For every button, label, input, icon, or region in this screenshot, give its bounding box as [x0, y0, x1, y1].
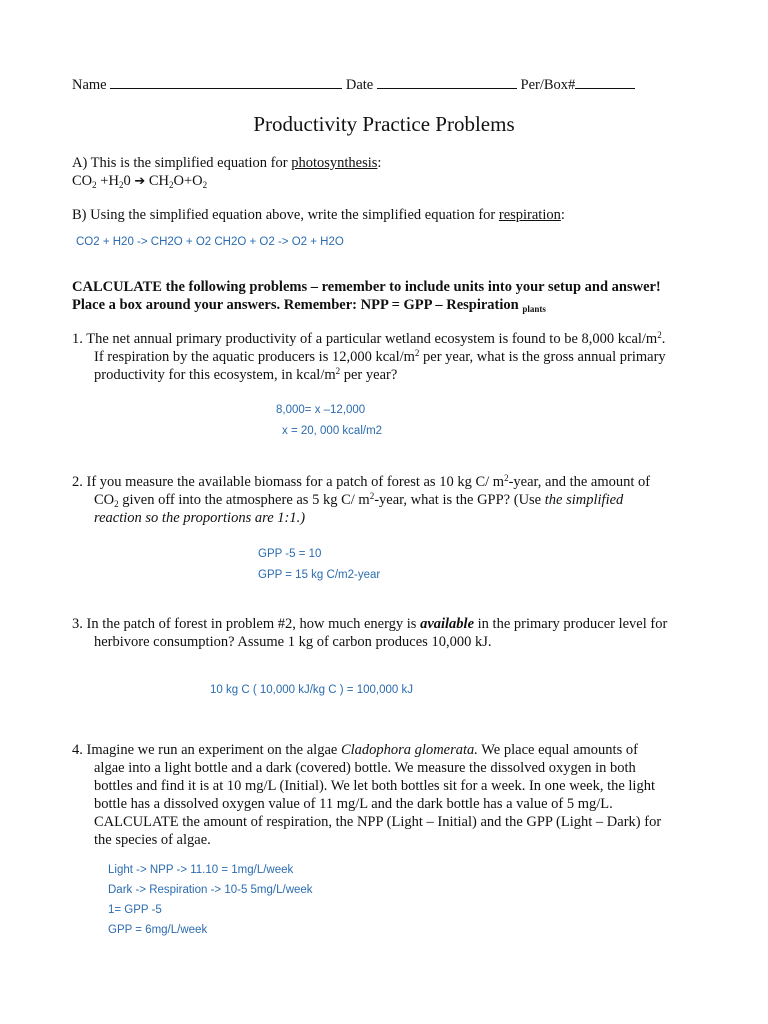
eq-sub: 2: [92, 180, 97, 190]
instructions-text: Place a box around your answers. Remember: NPP = GPP – Respiration: [72, 297, 523, 313]
q3-answer-1: 10 kg C ( 10,000 kJ/kg C ) = 100,000 kJ: [210, 684, 413, 696]
eq-sub: 2: [169, 180, 174, 190]
date-label: Date: [345, 77, 374, 93]
q1-line-1: [72, 330, 665, 348]
q2-line-3: reaction so the proportions are 1:1.): [94, 510, 306, 526]
q2-italic: the simplified: [544, 492, 624, 508]
arrow-icon: ➔: [134, 174, 146, 189]
section-a-prefix: A) This is the simplified equation for: [72, 155, 292, 171]
q2-text: given off into the atmosphere as 5 kg C/ m: [118, 492, 370, 508]
q2-text: -year, what is the GPP? (Use: [374, 492, 545, 508]
q4-answer-2: Dark -> Respiration -> 10-5 5mg/L/week: [108, 884, 313, 896]
q1-text: per year, what is the gross annual primary: [419, 349, 666, 365]
section-b-prompt: [72, 206, 565, 224]
q2-sub: 2: [114, 499, 119, 509]
q1-text: 1. The net annual primary productivity of a particular wetland ecosystem is found to be 8,000 kcal/m: [72, 331, 658, 347]
q2-text: CO: [94, 492, 115, 508]
q3-line-1: [72, 615, 667, 633]
section-b-prefix: B) Using the simplified equation above, write the simplified equation for: [72, 207, 499, 223]
eq-part: +H: [96, 173, 119, 189]
perbox-blank[interactable]: [575, 75, 635, 89]
q4-italic: Cladophora glomerata.: [340, 742, 478, 758]
q2-text: 2. If you measure the available biomass for a patch of forest as 10 kg C/ m: [72, 474, 505, 490]
eq-part: O+O: [173, 173, 203, 189]
section-b-term: respiration: [498, 207, 561, 223]
q4-line-1: [72, 741, 638, 759]
q1-text: productivity for this ecosystem, in kcal/m: [94, 367, 336, 383]
q4-answer-4: GPP = 6mg/L/week: [108, 924, 208, 936]
q3-text: in the primary producer level for: [474, 616, 668, 632]
name-label: Name: [72, 77, 107, 93]
q2-line-2: [94, 491, 623, 509]
q4-line-4: bottle has a dissolved oxygen value of 11 mg/L and the dark bottle has a value of 5 mg/L.: [94, 796, 613, 812]
q1-answer-2: x = 20, 000 kcal/m2: [282, 425, 383, 437]
q1-sup: 2: [335, 366, 341, 376]
q3-bold-italic: available: [420, 616, 475, 632]
q1-sup: 2: [657, 330, 662, 340]
q2-sup: 2: [504, 473, 509, 483]
name-blank[interactable]: [110, 75, 342, 89]
instructions-line-2: [72, 296, 546, 314]
section-a-prompt: [72, 154, 381, 172]
section-a-suffix: :: [377, 155, 382, 171]
eq-part: CH: [145, 173, 169, 189]
q1-answer-1: 8,000= x –12,000: [276, 404, 366, 416]
perbox-label: Per/Box#: [520, 77, 576, 93]
eq-part: CO: [72, 173, 93, 189]
q3-line-2: herbivore consumption? Assume 1 kg of carbon produces 10,000 kJ.: [94, 634, 492, 650]
q4-line-2: algae into a light bottle and a dark (covered) bottle. We measure the dissolved oxygen in both: [94, 760, 636, 776]
q2-text: -year, and the amount of: [508, 474, 651, 490]
q1-line-3: [94, 366, 397, 384]
date-blank[interactable]: [377, 75, 517, 89]
q4-line-5: CALCULATE the amount of respiration, the NPP (Light – Initial) and the GPP (Light – Dark) for: [94, 814, 662, 830]
q4-line-3: bottles and find it is at 10 mg/L (Initial). We let both bottles sit for a week. In one week, the light: [94, 778, 655, 794]
q4-line-6: the species of algae.: [94, 832, 211, 848]
photosynthesis-equation: [72, 172, 207, 191]
section-b-answer: CO2 + H20 -> CH2O + O2 CH2O + O2 -> O2 + H2O: [76, 236, 344, 248]
eq-sub: 2: [202, 180, 208, 190]
q1-text: per year?: [340, 367, 398, 383]
q1-text: If respiration by the aquatic producers is 12,000 kcal/m: [94, 349, 415, 365]
q1-text: .: [661, 331, 666, 347]
q4-text: 4. Imagine we run an experiment on the algae: [72, 742, 341, 758]
instructions-line-1: CALCULATE the following problems – remember to include units into your setup and answer!: [72, 279, 661, 295]
q2-answer-2: GPP = 15 kg C/m2-year: [258, 569, 381, 581]
q1-line-2: [94, 348, 666, 366]
page-title: Productivity Practice Problems: [253, 112, 515, 136]
q4-text: We place equal amounts of: [477, 742, 638, 758]
section-a-term: photosynthesis: [291, 155, 378, 171]
q2-line-1: [72, 473, 650, 491]
eq-part: 0: [123, 173, 135, 189]
q2-answer-1: GPP -5 = 10: [258, 548, 322, 560]
q4-answer-3: 1= GPP -5: [108, 904, 162, 916]
section-b-suffix: :: [560, 207, 565, 223]
q3-text: 3. In the patch of forest in problem #2, how much energy is: [72, 616, 421, 632]
q2-sup: 2: [369, 491, 375, 501]
q4-answer-1: Light -> NPP -> 11.10 = 1mg/L/week: [108, 864, 294, 876]
q1-sup: 2: [414, 348, 420, 358]
eq-sub: 2: [118, 180, 124, 190]
instructions-sub: plants: [522, 304, 546, 314]
header-row: [72, 75, 635, 94]
